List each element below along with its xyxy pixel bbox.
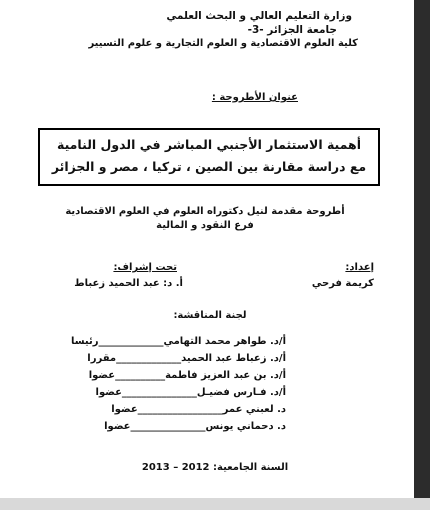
university-name: جامعة الجزائر -3- bbox=[247, 24, 337, 36]
degree-description: أطروحة مقدمة لنيل دكتوراه العلوم في العلوم الاقتصادية bbox=[65, 206, 345, 217]
faculty-name: كلية العلوم الاقتصادية و العلوم التجارية و علوم التسيير bbox=[88, 38, 358, 49]
ministry-name: وزارة التعليم العالي و البحث العلمي bbox=[166, 10, 352, 22]
committee-label: لجنة المناقشة: bbox=[173, 310, 247, 321]
committee-member: أ/د. فـارس فضيـل_______________عضوا bbox=[95, 387, 286, 398]
supervision-label: تحت إشراف: bbox=[113, 262, 177, 273]
academic-year: السنة الجامعية: 2012 – 2013 bbox=[141, 462, 289, 473]
committee-member: أ/د. بن عبد العزيز فاطمة__________عضوا bbox=[88, 370, 286, 381]
thesis-title-box bbox=[38, 128, 380, 186]
supervisor-name: أ. د: عبد الحميد زعباط bbox=[74, 278, 183, 289]
thesis-title-line-1: أهمية الاستثمار الأجنبي المباشر في الدول النامية bbox=[56, 137, 361, 152]
committee-member: د. دحماني يونس_______________عضوا bbox=[104, 421, 286, 432]
committee-member: أ/د. زعباط عبد الحميد_____________مقررا bbox=[87, 353, 286, 364]
prepared-by-label: إعداد: bbox=[345, 262, 374, 273]
committee-member: أ/د. طواهر محمد التهامي_____________رئيسا bbox=[70, 336, 286, 347]
viewer-background-right bbox=[414, 0, 430, 510]
thesis-title-label: عنوان الأطروحة : bbox=[211, 92, 298, 103]
viewer-background-bottom bbox=[0, 498, 430, 510]
degree-branch: فرع النقود و المالية bbox=[156, 220, 254, 231]
thesis-title-line-2: مع دراسة مقارنة بين الصين ، تركيا ، مصر و الجزائر bbox=[51, 159, 367, 174]
committee-member: د. لعبني عمر_________________عضوا bbox=[111, 404, 286, 415]
author-name: كريمة فرحي bbox=[311, 278, 374, 289]
